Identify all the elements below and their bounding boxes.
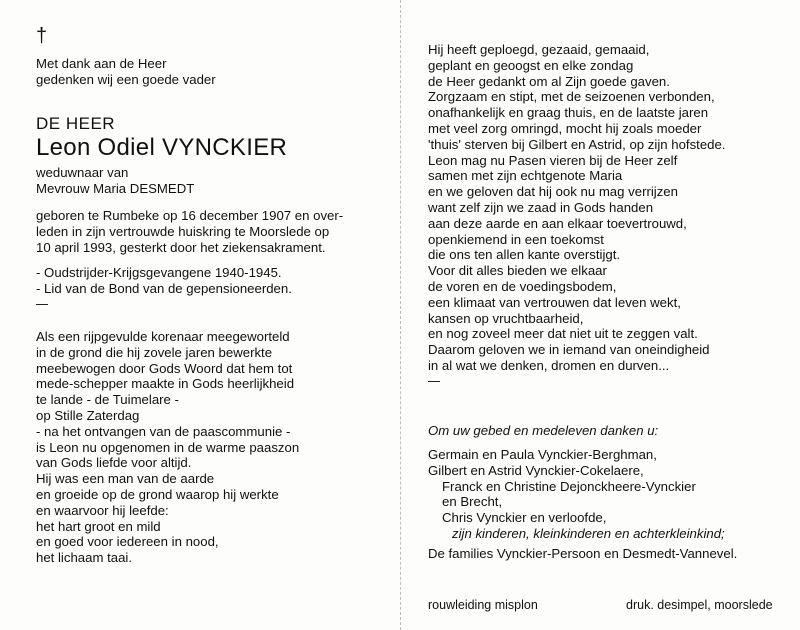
poem-line: te lande - de Tuimelare - — [36, 392, 179, 408]
poem-line: en nog zoveel meer dat niet uit te zeggen valt. — [428, 326, 698, 342]
poem-line: Leon mag nu Pasen vieren bij de Heer zelf — [428, 152, 678, 168]
poem-line: mede-schepper maakte in Gods heerlijkheid — [36, 376, 295, 392]
widower-block — [36, 165, 194, 197]
poem-line: het lichaam taai. — [36, 550, 133, 566]
family-line: zijn kinderen, kleinkinderen en achterkleinkind; — [452, 525, 725, 541]
widower-line: Mevrouw Maria DESMEDT — [36, 180, 195, 196]
poem-line: de Heer gedankt om al Zijn goede gaven. — [428, 73, 670, 89]
poem-line: op Stille Zaterdag — [36, 407, 140, 423]
poem-line: en we geloven dat hij ook nu mag verrijzen — [428, 184, 678, 200]
poem-line: Als een rijpgevulde korenaar meegeworteld — [36, 329, 290, 344]
poem-line: de voren en de voedingsbodem, — [428, 278, 617, 294]
birth-death-block — [36, 208, 343, 255]
poem-line: kansen op vruchtbaarheid, — [428, 310, 584, 326]
poem-line: Voor dit alles bieden we elkaar — [428, 263, 607, 279]
family-line: Franck en Christine Dejonckheere-Vynckier — [442, 478, 696, 494]
poem-line: meebewogen door Gods Woord dat hem tot — [36, 360, 293, 376]
widower-line: weduwnaar van — [36, 165, 129, 180]
footer-printer: druk. desimpel, moorslede — [626, 598, 773, 612]
membership-line: - Lid van de Bond van de gepensioneerden. — [36, 280, 292, 296]
poem-line: met veel zorg omringd, mocht hij zoals moeder — [428, 120, 702, 136]
title: DE HEER — [36, 114, 116, 133]
poem-line: een klimaat van vertrouwen dat leven wekt, — [428, 294, 681, 310]
poem-line: Daarom geloven we in iemand van oneindigheid — [428, 342, 710, 358]
intro-line: Met dank aan de Heer — [36, 56, 167, 71]
memberships — [36, 265, 292, 305]
poem-line: in al wat we denken, dromen en durven... — [428, 357, 670, 373]
right-poem — [428, 42, 726, 382]
poem-line: 'thuis' sterven bij Gilbert en Astrid, op zijn hofstede. — [428, 136, 726, 152]
intro — [36, 56, 216, 88]
poem-line: - na het ontvangen van de paascommunie - — [36, 423, 291, 439]
poem-line: in de grond die hij zovele jaren bewerkte — [36, 344, 273, 360]
family-line: De families Vynckier-Persoon en Desmedt-Vannevel. — [428, 545, 738, 561]
footer-undertaker-right-label: rouwleiding misplon — [428, 598, 538, 612]
poem-line: die ons ten allen kante overstijgt. — [428, 247, 621, 263]
intro-line: gedenken wij een goede vader — [36, 71, 216, 87]
birth-line: geboren te Rumbeke op 16 december 1907 en over- — [36, 208, 344, 223]
poem-line: openkiemend in een toekomst — [428, 231, 604, 247]
separator-dash — [428, 381, 440, 382]
birth-line: leden in zijn vertrouwde huiskring te Moorslede op — [36, 223, 330, 239]
birth-line: 10 april 1993, gesterkt door het ziekensakrament. — [36, 239, 326, 255]
poem-line: geplant en geoogst en elke zondag — [428, 57, 634, 73]
family-list — [428, 447, 737, 562]
poem-line: aan deze aarde en aan elkaar toevertrouwd, — [428, 215, 687, 231]
poem-line: is Leon nu opgenomen in de warme paaszon — [36, 439, 300, 455]
poem-line: samen met zijn echtgenote Maria — [428, 168, 623, 184]
left-poem — [36, 329, 299, 566]
separator-dash — [36, 304, 48, 305]
family-line: Chris Vynckier en verloofde, — [442, 510, 607, 526]
poem-line: want zelf zijn we zaad in Gods handen — [428, 199, 654, 215]
poem-line: onafhankelijk en graag thuis, en de laatste jaren — [428, 105, 709, 121]
poem-line: Hij heeft geploegd, gezaaid, gemaaid, — [428, 42, 650, 57]
family-line: Germain en Paula Vynckier-Berghman, — [428, 447, 657, 462]
fold-line — [400, 0, 401, 630]
deceased-name: Leon Odiel VYNCKIER — [36, 134, 288, 161]
poem-line: Zorgzaam en stipt, met de seizoenen verbonden, — [428, 89, 715, 105]
poem-line: het hart groot en mild — [36, 518, 161, 534]
poem-line: en goed voor iedereen in nood, — [36, 534, 219, 550]
poem-line: en groeide op de grond waarop hij werkte — [36, 486, 279, 502]
poem-line: van Gods liefde voor altijd. — [36, 455, 192, 471]
family-line: en Brecht, — [442, 494, 503, 510]
thanks-heading: Om uw gebed en medeleven danken u: — [428, 423, 659, 438]
cross-icon: † — [36, 25, 48, 47]
family-line: Gilbert en Astrid Vynckier-Cokelaere, — [428, 462, 644, 478]
membership-line: - Oudstrijder-Krijgsgevangene 1940-1945. — [36, 265, 282, 280]
poem-line: en waarvoor hij leefde: — [36, 502, 169, 518]
poem-line: Hij was een man van de aarde — [36, 471, 215, 487]
